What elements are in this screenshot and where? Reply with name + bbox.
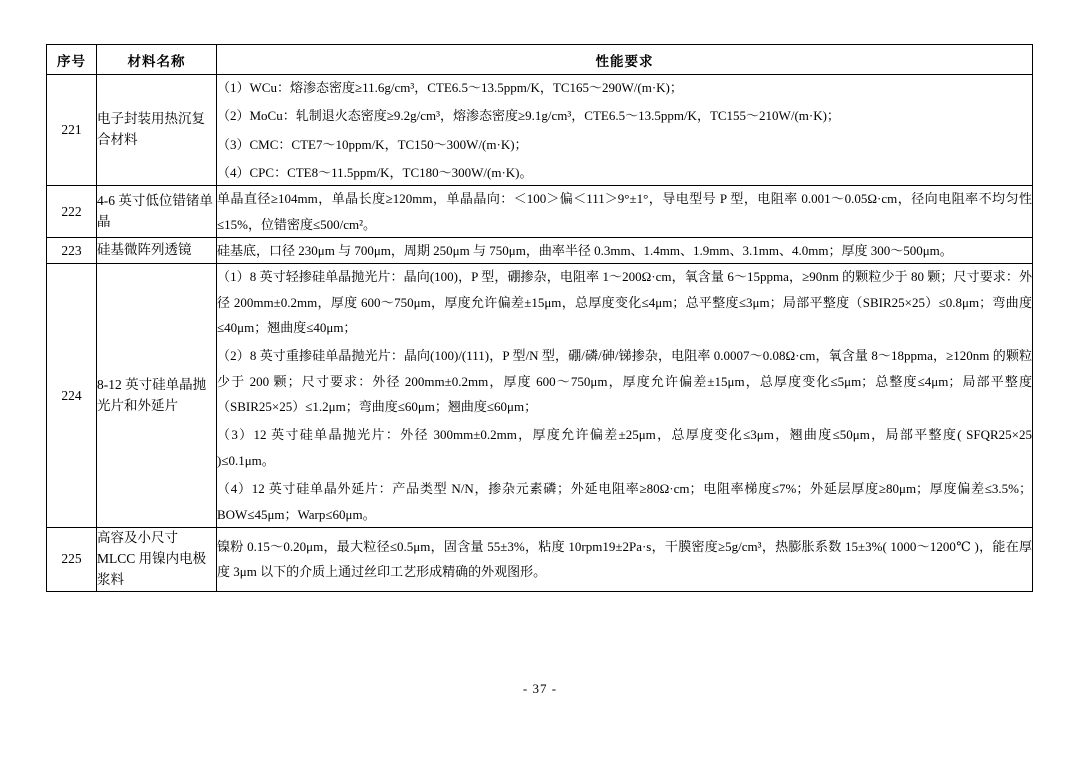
table-row — [47, 75, 1033, 186]
row-material-name: 8-12 英寸硅单晶抛光片和外延片 — [97, 264, 217, 527]
requirement-line: （4）CPC：CTE8～11.5ppm/K，TC180～300W/(m·K)。 — [217, 165, 533, 181]
requirement-line: （2）8 英寸重掺硅单晶抛光片：晶向(100)/(111)，P 型/N 型，硼/磷/砷/锑掺杂，电阻率 0.0007～0.08Ω·cm，氧含量 8～18ppma，≥120nm 的颗粒少于 200 颗；尺寸要求：外径 200mm±0.2mm，厚度 600～750μm，厚度允许偏差±15μm，总厚度变化≤5μm；总整度≤4μm；局部平整度（SBIR25×25）≤1.2μm；弯曲度≤60μm；翘曲度≤60μm； — [217, 348, 1032, 415]
row-requirement — [217, 238, 1033, 264]
row-material-name: 硅基微阵列透镜 — [97, 238, 217, 264]
table-row — [47, 186, 1033, 238]
page-number: - 37 - — [522, 681, 558, 696]
row-number: 221 — [47, 75, 97, 186]
row-material-name: 4-6 英寸低位错锗单晶 — [97, 186, 217, 238]
requirement-line: 硅基底，口径 230μm 与 700μm，周期 250μm 与 750μm，曲率半径 0.3mm、1.4mm、1.9mm、3.1mm、4.0mm；厚度 300～500μm。 — [217, 243, 953, 259]
row-requirement — [217, 186, 1033, 238]
row-number: 222 — [47, 186, 97, 238]
requirement-line: （3）CMC：CTE7～10ppm/K，TC150～300W/(m·K)； — [217, 136, 528, 152]
table-row — [47, 238, 1033, 264]
table-header — [47, 45, 1033, 75]
table-row — [47, 527, 1033, 591]
requirement-line: 单晶直径≥104mm，单晶长度≥120mm，单晶晶向：＜100＞偏＜111＞9°±1°，导电型号 P 型，电阻率 0.001～0.05Ω·cm，径向电阻率不均匀性≤15%，位错密度≤500/cm²。 — [217, 191, 1032, 232]
row-number: 223 — [47, 238, 97, 264]
row-requirement — [217, 75, 1033, 186]
table-body — [47, 75, 1033, 592]
row-number: 224 — [47, 264, 97, 527]
row-material-name: 电子封装用热沉复合材料 — [97, 75, 217, 186]
requirement-line: 镍粉 0.15～0.20μm，最大粒径≤0.5μm，固含量 55±3%，粘度 10rpm19±2Pa·s，干膜密度≥5g/cm³，热膨胀系数 15±3%( 1000～1200℃ )，能在厚度 3μm 以下的介质上通过丝印工艺形成精确的外观图形。 — [217, 538, 1032, 580]
table-header-row — [47, 45, 1033, 75]
row-requirement — [217, 527, 1033, 591]
requirement-line: （1）WCu：熔渗态密度≥11.6g/cm³，CTE6.5～13.5ppm/K，TC165～290W/(m·K)； — [217, 80, 683, 95]
requirement-line: （2）MoCu：轧制退火态密度≥9.2g/cm³，熔渗态密度≥9.1g/cm³，CTE6.5～13.5ppm/K，TC155～210W/(m·K)； — [217, 108, 840, 124]
requirement-line: （4）12 英寸硅单晶外延片：产品类型 N/N，掺杂元素磷；外延电阻率≥80Ω·cm；电阻率梯度≤7%；外延层厚度≥80μm；厚度偏差≤3.5%；BOW≤45μm；Warp≤60μm。 — [217, 481, 1032, 522]
column-header-requirement: 性能要求 — [217, 45, 1033, 75]
row-material-name: 高容及小尺寸MLCC 用镍内电极浆料 — [97, 527, 217, 591]
requirement-line: （1）8 英寸轻掺硅单晶抛光片：晶向(100)，P 型，硼掺杂，电阻率 1～200Ω·cm，氧含量 6～15ppma，≥90nm 的颗粒少于 80 颗；尺寸要求：外径 200mm±0.2mm，厚度 600～750μm，厚度允许偏差±15μm，总厚度变化≤4μm；总平整度≤3μm；局部平整度（SBIR25×25）≤0.8μm；弯曲度≤40μm；翘曲度≤40μm； — [217, 269, 1032, 336]
specification-table — [46, 44, 1033, 592]
column-header-name: 材料名称 — [97, 45, 217, 75]
column-header-no: 序号 — [47, 45, 97, 75]
table-row — [47, 264, 1033, 527]
row-requirement — [217, 264, 1033, 527]
row-number: 225 — [47, 527, 97, 591]
requirement-line: （3）12 英寸硅单晶抛光片：外径 300mm±0.2mm，厚度允许偏差±25μm，总厚度变化≤3μm，翘曲度≤50μm，局部平整度( SFQR25×25 )≤0.1μm。 — [217, 427, 1032, 468]
